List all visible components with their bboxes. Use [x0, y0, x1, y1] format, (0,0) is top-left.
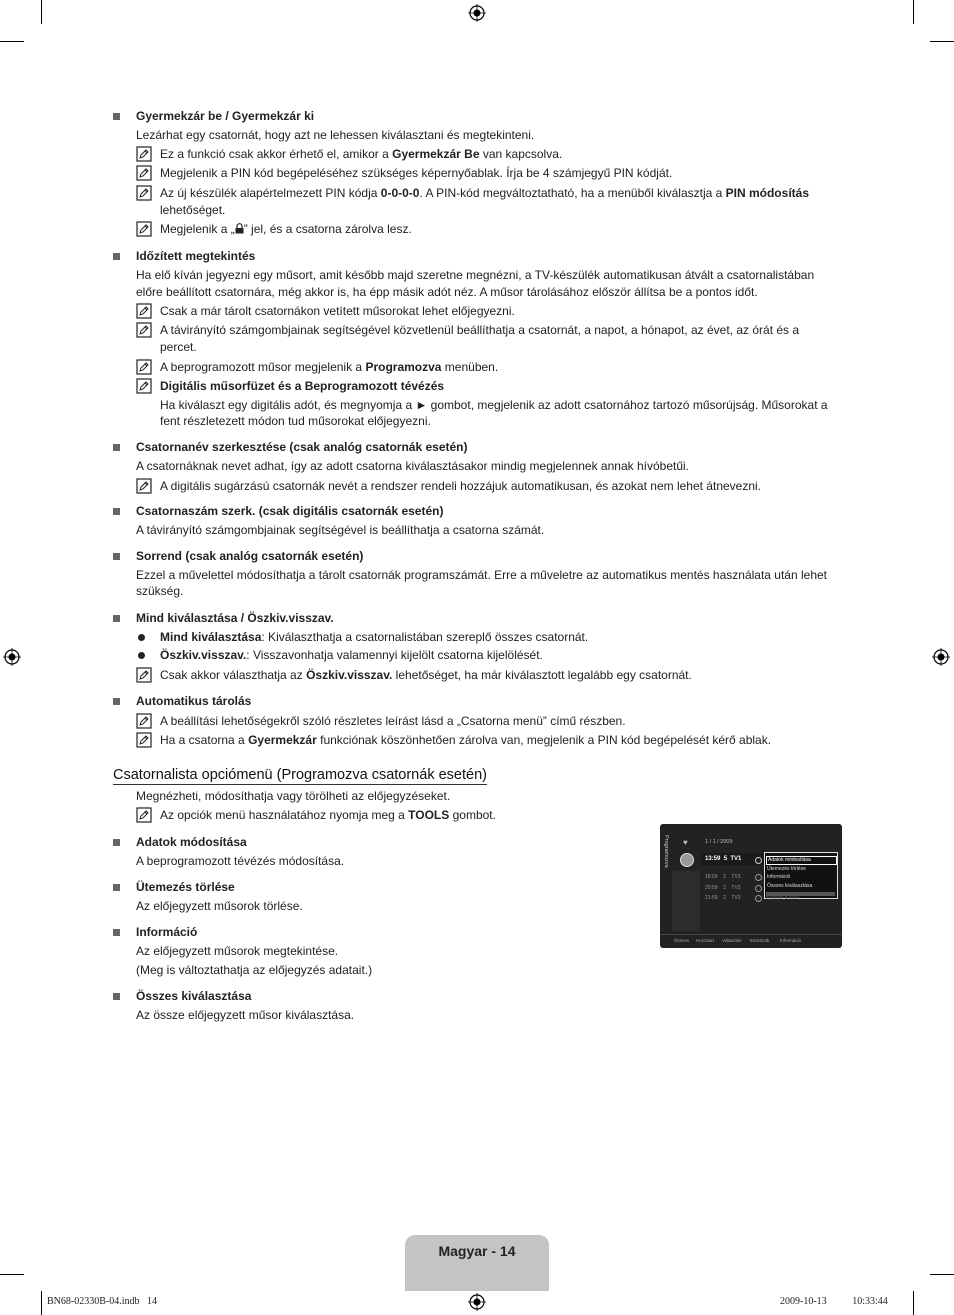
disc-icon	[680, 853, 694, 867]
footer-date: 2009-10-13 ￿￿ 10:33:44	[780, 1296, 888, 1307]
option-item	[113, 924, 613, 982]
crop-mark	[913, 1291, 914, 1315]
note-text-cont: lehetőséget.	[160, 203, 226, 217]
crop-mark	[913, 0, 914, 24]
bullet-text: Mind kiválasztása: Kiválaszthatja a csatornalistában szereplő összes csatornát.	[160, 630, 589, 644]
tv-date: 1 / 1 / 2009	[705, 839, 733, 845]
tv-row: 13:59 5 TV1	[705, 856, 742, 862]
note-icon	[136, 478, 152, 494]
tv-bottom-label: Hozzáad	[696, 938, 714, 943]
section-desc: Ezzel a művelettel módosíthatja a tárolt csatornák programszámát. Erre a műveletre az automatikus mentés használata után lehet	[136, 568, 828, 582]
tv-side-label: Programozva	[663, 835, 669, 868]
bullet-dot-icon	[138, 634, 145, 641]
bullet-square-icon	[113, 929, 120, 936]
section-title: Időzített megtekintés	[136, 249, 256, 263]
bullet-square-icon	[113, 615, 120, 622]
note-icon	[136, 667, 152, 683]
heart-icon: ♥	[683, 838, 688, 847]
tv-bottom-label: Összes	[674, 938, 690, 943]
section-title: Gyermekzár be / Gyermekzár ki	[136, 109, 315, 123]
option-desc: Az előjegyzett műsorok törlése.	[136, 899, 303, 913]
note-icon	[136, 322, 152, 338]
bullet-square-icon	[113, 993, 120, 1000]
option-title: Ütemezés törlése	[136, 880, 235, 894]
lock-icon	[235, 223, 244, 234]
note-text: Az új készülék alapértelmezett PIN kódja 0-0-0-0. A PIN-kód megváltoztatható, ha a menüből kiválasztja a PIN módosítás	[160, 186, 809, 200]
section-desc: Ha elő kíván jegyezni egy műsort, amit később majd szeretne megnézni, a TV-készülék automatikusan átvált a csatornalistában	[136, 268, 815, 282]
section-title: Csatornanév szerkesztése (csak analóg csatornák esetén)	[136, 440, 468, 454]
note-text: Az opciók menü használatához nyomja meg a TOOLS gombot.	[160, 808, 496, 822]
section-channel-number-edit	[113, 503, 843, 543]
section-title: Sorrend (csak analóg csatornák esetén)	[136, 549, 364, 563]
note-text: Megjelenik a „ ” jel, és a csatorna zárolva lesz.	[160, 222, 412, 236]
option-item	[113, 988, 613, 1028]
note-text: Csak a már tárolt csatornákon vetített műsorokat lehet előjegyezni.	[160, 304, 515, 318]
page-number: Magyar - 14	[438, 1243, 516, 1259]
section-auto-store	[113, 693, 843, 753]
crop-mark	[930, 41, 954, 42]
note-text-cont: percet.	[160, 340, 197, 354]
tv-under-menu-text: Symbole & more	[766, 895, 800, 900]
section-sort	[113, 548, 843, 604]
section-desc: előre beállított csatornára, még akkor is, ha épp másik adót néz. A műsor tárolásához először állítsa be a pontos időt.	[136, 285, 758, 299]
crop-mark	[41, 1291, 42, 1315]
option-item	[113, 879, 613, 919]
tv-row: 21:59 2 TV3	[705, 895, 741, 901]
section-child-lock	[113, 108, 843, 238]
tv-row: 18:59 2 TV3	[705, 874, 741, 880]
tv-options-popup	[764, 852, 838, 899]
note-icon	[136, 165, 152, 181]
registration-mark-icon	[468, 1293, 486, 1311]
note-icon	[136, 303, 152, 319]
note-icon	[136, 807, 152, 823]
tv-options-item[interactable]: Összes kiválasztása	[767, 883, 813, 889]
footer-file: BN68-02330B-04.indb 14	[47, 1296, 157, 1307]
clock-icon	[755, 895, 762, 902]
section-timer-viewing	[113, 248, 843, 433]
section-title: Automatikus tárolás	[136, 694, 252, 708]
crop-mark	[41, 0, 42, 24]
section-desc: A távirányító számgombjainak segítségével is beállíthatja a csatorna számát.	[136, 523, 545, 537]
option-desc: A beprogramozott tévézés módosítása.	[136, 854, 345, 868]
tv-options-item[interactable]: Ütemezés törlése	[767, 866, 806, 872]
bullet-square-icon	[113, 253, 120, 260]
section-desc: szükség.	[136, 584, 184, 598]
note-icon	[136, 146, 152, 162]
note-text: Ez a funkció csak akkor érhető el, amikor a Gyermekzár Be van kapcsolva.	[160, 147, 563, 161]
note-text: A beprogramozott műsor megjelenik a Programozva menüben.	[160, 360, 499, 374]
bullet-square-icon	[113, 444, 120, 451]
note-text: Megjelenik a PIN kód begépeléséhez szükséges képernyőablak. Írja be 4 számjegyű PIN kódját.	[160, 166, 673, 180]
section-select-all	[113, 610, 843, 690]
crop-mark	[930, 1274, 954, 1275]
tv-bottom-label: Választás	[722, 938, 742, 943]
bullet-square-icon	[113, 839, 120, 846]
tv-options-item[interactable]: Információ	[767, 874, 791, 880]
subsection-heading: Csatornalista opciómenü (Programozva csatornák esetén)	[113, 767, 487, 783]
bullet-text: Öszkiv.visszav.: Visszavonhatja valamennyi kijelölt csatorna kijelölését.	[160, 648, 543, 662]
tv-bottom-label: Eszközök	[750, 938, 770, 943]
note-icon	[136, 221, 152, 237]
bullet-square-icon	[113, 698, 120, 705]
clock-icon	[755, 874, 762, 881]
note-icon	[136, 185, 152, 201]
option-title: Információ	[136, 925, 198, 939]
note-text: A távirányító számgombjainak segítségével közvetlenül beállíthatja a csatornát, a napot, a hónapot, az évet, az órát és a	[160, 323, 800, 337]
option-title: Összes kiválasztása	[136, 989, 252, 1003]
registration-mark-icon	[932, 648, 950, 666]
note-icon	[136, 732, 152, 748]
registration-mark-icon	[468, 4, 486, 22]
clock-icon	[755, 885, 762, 892]
crop-mark	[0, 1274, 24, 1275]
registration-mark-icon	[3, 648, 21, 666]
option-desc: Az össze előjegyzett műsor kiválasztása.	[136, 1008, 355, 1022]
section-channel-name-edit	[113, 439, 843, 499]
intro-text: Megnézheti, módosíthatja vagy törölheti az előjegyzéseket.	[136, 789, 451, 803]
note-text: Csak akkor választhatja az Öszkiv.visszav. lehetőséget, ha már kiválasztott legalább egy csatornát.	[160, 668, 692, 682]
bullet-dot-icon	[138, 652, 145, 659]
option-title: Adatok módosítása	[136, 835, 247, 849]
tv-left-panel	[672, 871, 700, 931]
note-text: Ha kiválaszt egy digitális adót, és megnyomja a ► gombot, megjelenik az adott csatornához tartozó műsorújság. Műsorokat a	[160, 398, 828, 412]
tv-bottom-bar	[660, 934, 842, 948]
option-desc: Az előjegyzett műsorok megtekintése.	[136, 944, 339, 958]
option-desc: (Meg is változtathatja az előjegyzés adatait.)	[136, 963, 373, 977]
section-title: Csatornaszám szerk. (csak digitális csatornák esetén)	[136, 504, 444, 518]
tv-menu-screenshot	[660, 824, 842, 948]
page-number-tab	[405, 1235, 549, 1291]
note-text: Ha a csatorna a Gyermekzár funkciónak köszönhetően zárolva van, megjelenik a PIN kód begépelését kérő ablak.	[160, 733, 772, 747]
note-text-cont: fent részletezett módon tud műsorokat előjegyezni.	[160, 414, 431, 428]
tv-options-item-selected[interactable]: Adatok módosítása	[766, 856, 837, 865]
tv-row: 20:59 2 TV3	[705, 885, 741, 891]
note-text: A beállítási lehetőségekről szóló részletes leírást lásd a „Csatorna menü” című részben.	[160, 714, 626, 728]
clock-icon	[755, 857, 762, 864]
option-item	[113, 834, 613, 874]
subsection-intro	[113, 788, 843, 828]
tv-bottom-label: Információ	[780, 938, 802, 943]
note-icon	[136, 359, 152, 375]
section-desc: A csatornáknak nevet adhat, így az adott csatorna kiválasztásakor mindig megjelennek annak hívóbetűi.	[136, 459, 689, 473]
bullet-square-icon	[113, 113, 120, 120]
section-desc: Lezárhat egy csatornát, hogy azt ne lehessen kiválasztani és megtekinteni.	[136, 128, 535, 142]
bullet-square-icon	[113, 553, 120, 560]
bullet-square-icon	[113, 884, 120, 891]
bullet-square-icon	[113, 508, 120, 515]
note-text: A digitális sugárzású csatornák nevét a rendszer rendeli hozzájuk automatikusan, és azokat nem lehet átnevezni.	[160, 479, 762, 493]
note-title: Digitális műsorfüzet és a Beprogramozott tévézés	[160, 379, 445, 393]
section-title: Mind kiválasztása / Öszkiv.visszav.	[136, 611, 334, 625]
note-icon	[136, 378, 152, 394]
note-icon	[136, 713, 152, 729]
crop-mark	[0, 41, 24, 42]
